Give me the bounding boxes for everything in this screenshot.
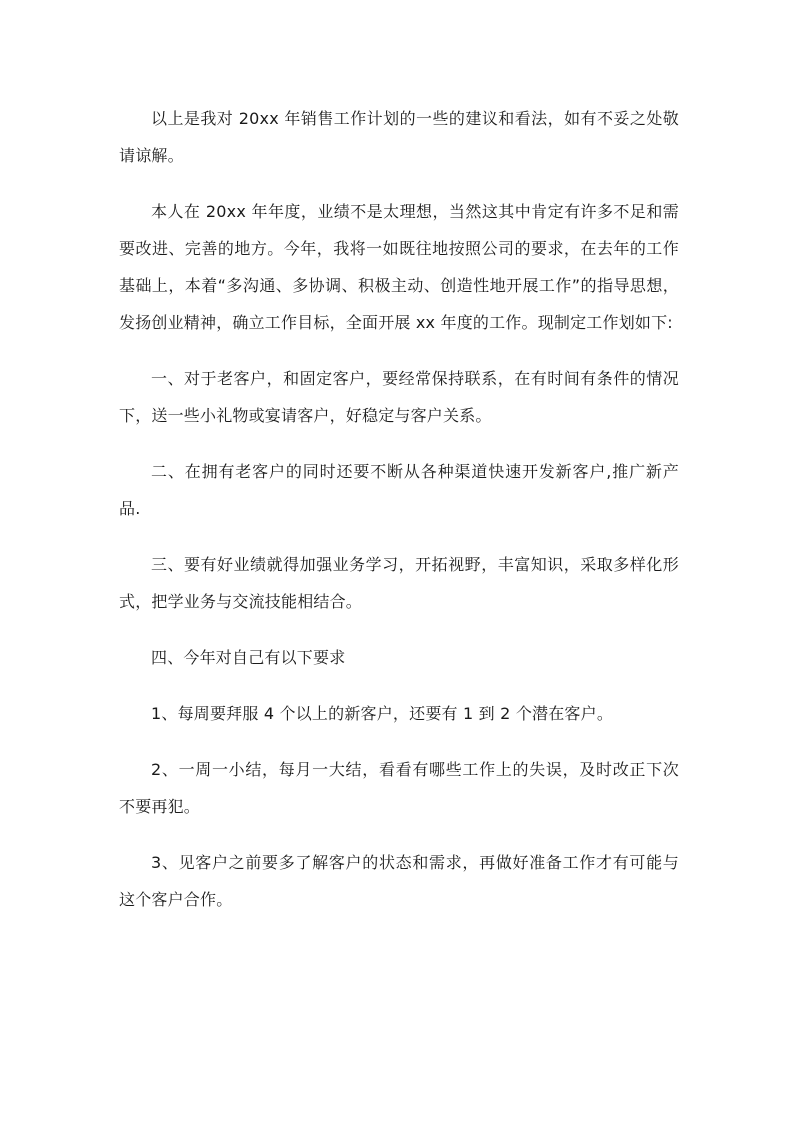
document-body: [119, 100, 679, 937]
paragraph-requirement-3: 3、见客户之前要多了解客户的状态和需求，再做好准备工作才有可能与这个客户合作。: [119, 853, 679, 909]
paragraph-requirement-1: 1、每周要拜服 4 个以上的新客户，还要有 1 到 2 个潜在客户。: [151, 704, 614, 723]
paragraph-closing-remarks: 以上是我对 20xx 年销售工作计划的一些的建议和看法，如有不妥之处敬请谅解。: [119, 109, 679, 165]
paragraph-requirement-2: 2、一周一小结，每月一大结，看看有哪些工作上的失误，及时改正下次不要再犯。: [119, 760, 679, 816]
paragraph-item-1: 一、对于老客户，和固定客户，要经常保持联系，在有时间有条件的情况下，送一些小礼物或宴请客户，好稳定与客户关系。: [119, 369, 679, 425]
paragraph-item-4-heading: 四、今年对自己有以下要求: [151, 648, 346, 667]
paragraph-item-2: 二、在拥有老客户的同时还要不断从各种渠道快速开发新客户,推广新产品.: [119, 462, 679, 518]
paragraph-intro: 本人在 20xx 年年度，业绩不是太理想，当然这其中肯定有许多不足和需要改进、完善的地方。今年，我将一如既往地按照公司的要求，在去年的工作基础上，本着“多沟通、多协调、积极主动、创造性地开展工作”的指导思想，发扬创业精神，确立工作目标，全面开展 xx 年度的工作。现制定工作划如下:: [119, 202, 679, 332]
paragraph-item-3: 三、要有好业绩就得加强业务学习，开拓视野，丰富知识，采取多样化形式，把学业务与交流技能相结合。: [119, 555, 679, 611]
